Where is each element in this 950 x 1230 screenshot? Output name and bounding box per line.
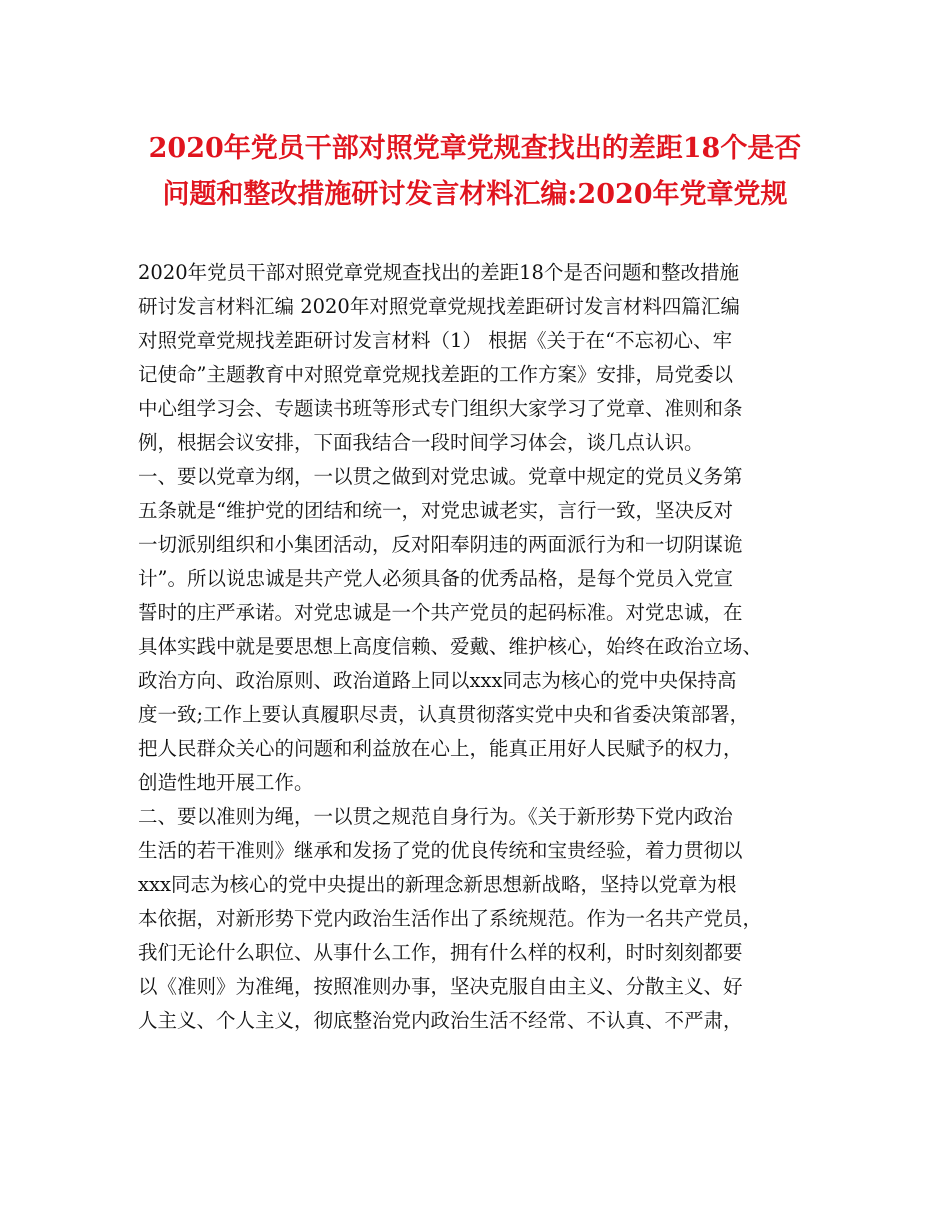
body-line: 一切派别组织和小集团活动，反对阳奉阴违的两面派行为和一切阴谋诡 [138, 533, 743, 556]
body-line: 誓时的庄严承诺。对党忠诚是一个共产党员的起码标准。对党忠诚，在 [138, 601, 743, 624]
body-line: 本依据，对新形势下党内政治生活作出了系统规范。作为一名共产党员， [138, 907, 763, 930]
document-body [138, 256, 828, 1038]
body-line: 具体实践中就是要思想上高度信赖、爱戴、维护核心，始终在政治立场、 [138, 635, 763, 658]
body-line: 一、要以党章为纲，一以贯之做到对党忠诚。党章中规定的党员义务第 [138, 465, 743, 488]
title-line-1: 2020年党员干部对照党章党规查找出的差距18个是否 [148, 133, 802, 164]
body-line: 度一致;工作上要认真履职尽责，认真贯彻落实党中央和省委决策部署， [138, 703, 750, 726]
body-line: 人主义、个人主义，彻底整治党内政治生活不经常、不认真、不严肃， [138, 1009, 743, 1032]
document-title [110, 126, 840, 218]
body-line: 研讨发言材料汇编 2020年对照党章党规找差距研讨发言材料四篇汇编 [138, 295, 740, 318]
body-line: 生活的若干准则》继承和发扬了党的优良传统和宝贵经验，着力贯彻以 [138, 839, 743, 862]
body-line: 政治方向、政治原则、政治道路上同以xxx同志为核心的党中央保持高 [138, 669, 737, 692]
body-line: 创造性地开展工作。 [138, 771, 314, 794]
body-line: 对照党章党规找差距研讨发言材料（1） 根据《关于在“不忘初心、牢 [138, 329, 733, 352]
body-line: 中心组学习会、专题读书班等形式专门组织大家学习了党章、准则和条 [138, 397, 743, 420]
body-line: 我们无论什么职位、从事什么工作，拥有什么样的权利，时时刻刻都要 [138, 941, 743, 964]
body-line: 例，根据会议安排，下面我结合一段时间学习体会，谈几点认识。 [138, 431, 704, 454]
body-line: 以《准则》为准绳，按照准则办事，坚决克服自由主义、分散主义、好 [138, 975, 743, 998]
body-line: 五条就是“维护党的团结和统一，对党忠诚老实，言行一致，坚决反对 [138, 499, 733, 522]
title-line-2: 问题和整改措施研讨发言材料汇编:2020年党章党规 [162, 179, 788, 210]
body-line: 记使命”主题教育中对照党章党规找差距的工作方案》安排，局党委以 [138, 363, 733, 386]
body-line: xxx同志为核心的党中央提出的新理念新思想新战略，坚持以党章为根 [138, 873, 737, 896]
body-line: 二、要以准则为绳，一以贯之规范自身行为。《关于新形势下党内政治 [138, 805, 733, 828]
body-line: 2020年党员干部对照党章党规查找出的差距18个是否问题和整改措施 [138, 261, 739, 284]
body-line: 计”。所以说忠诚是共产党人必须具备的优秀品格，是每个党员入党宣 [138, 567, 733, 590]
body-line: 把人民群众关心的问题和利益放在心上，能真正用好人民赋予的权力， [138, 737, 743, 760]
